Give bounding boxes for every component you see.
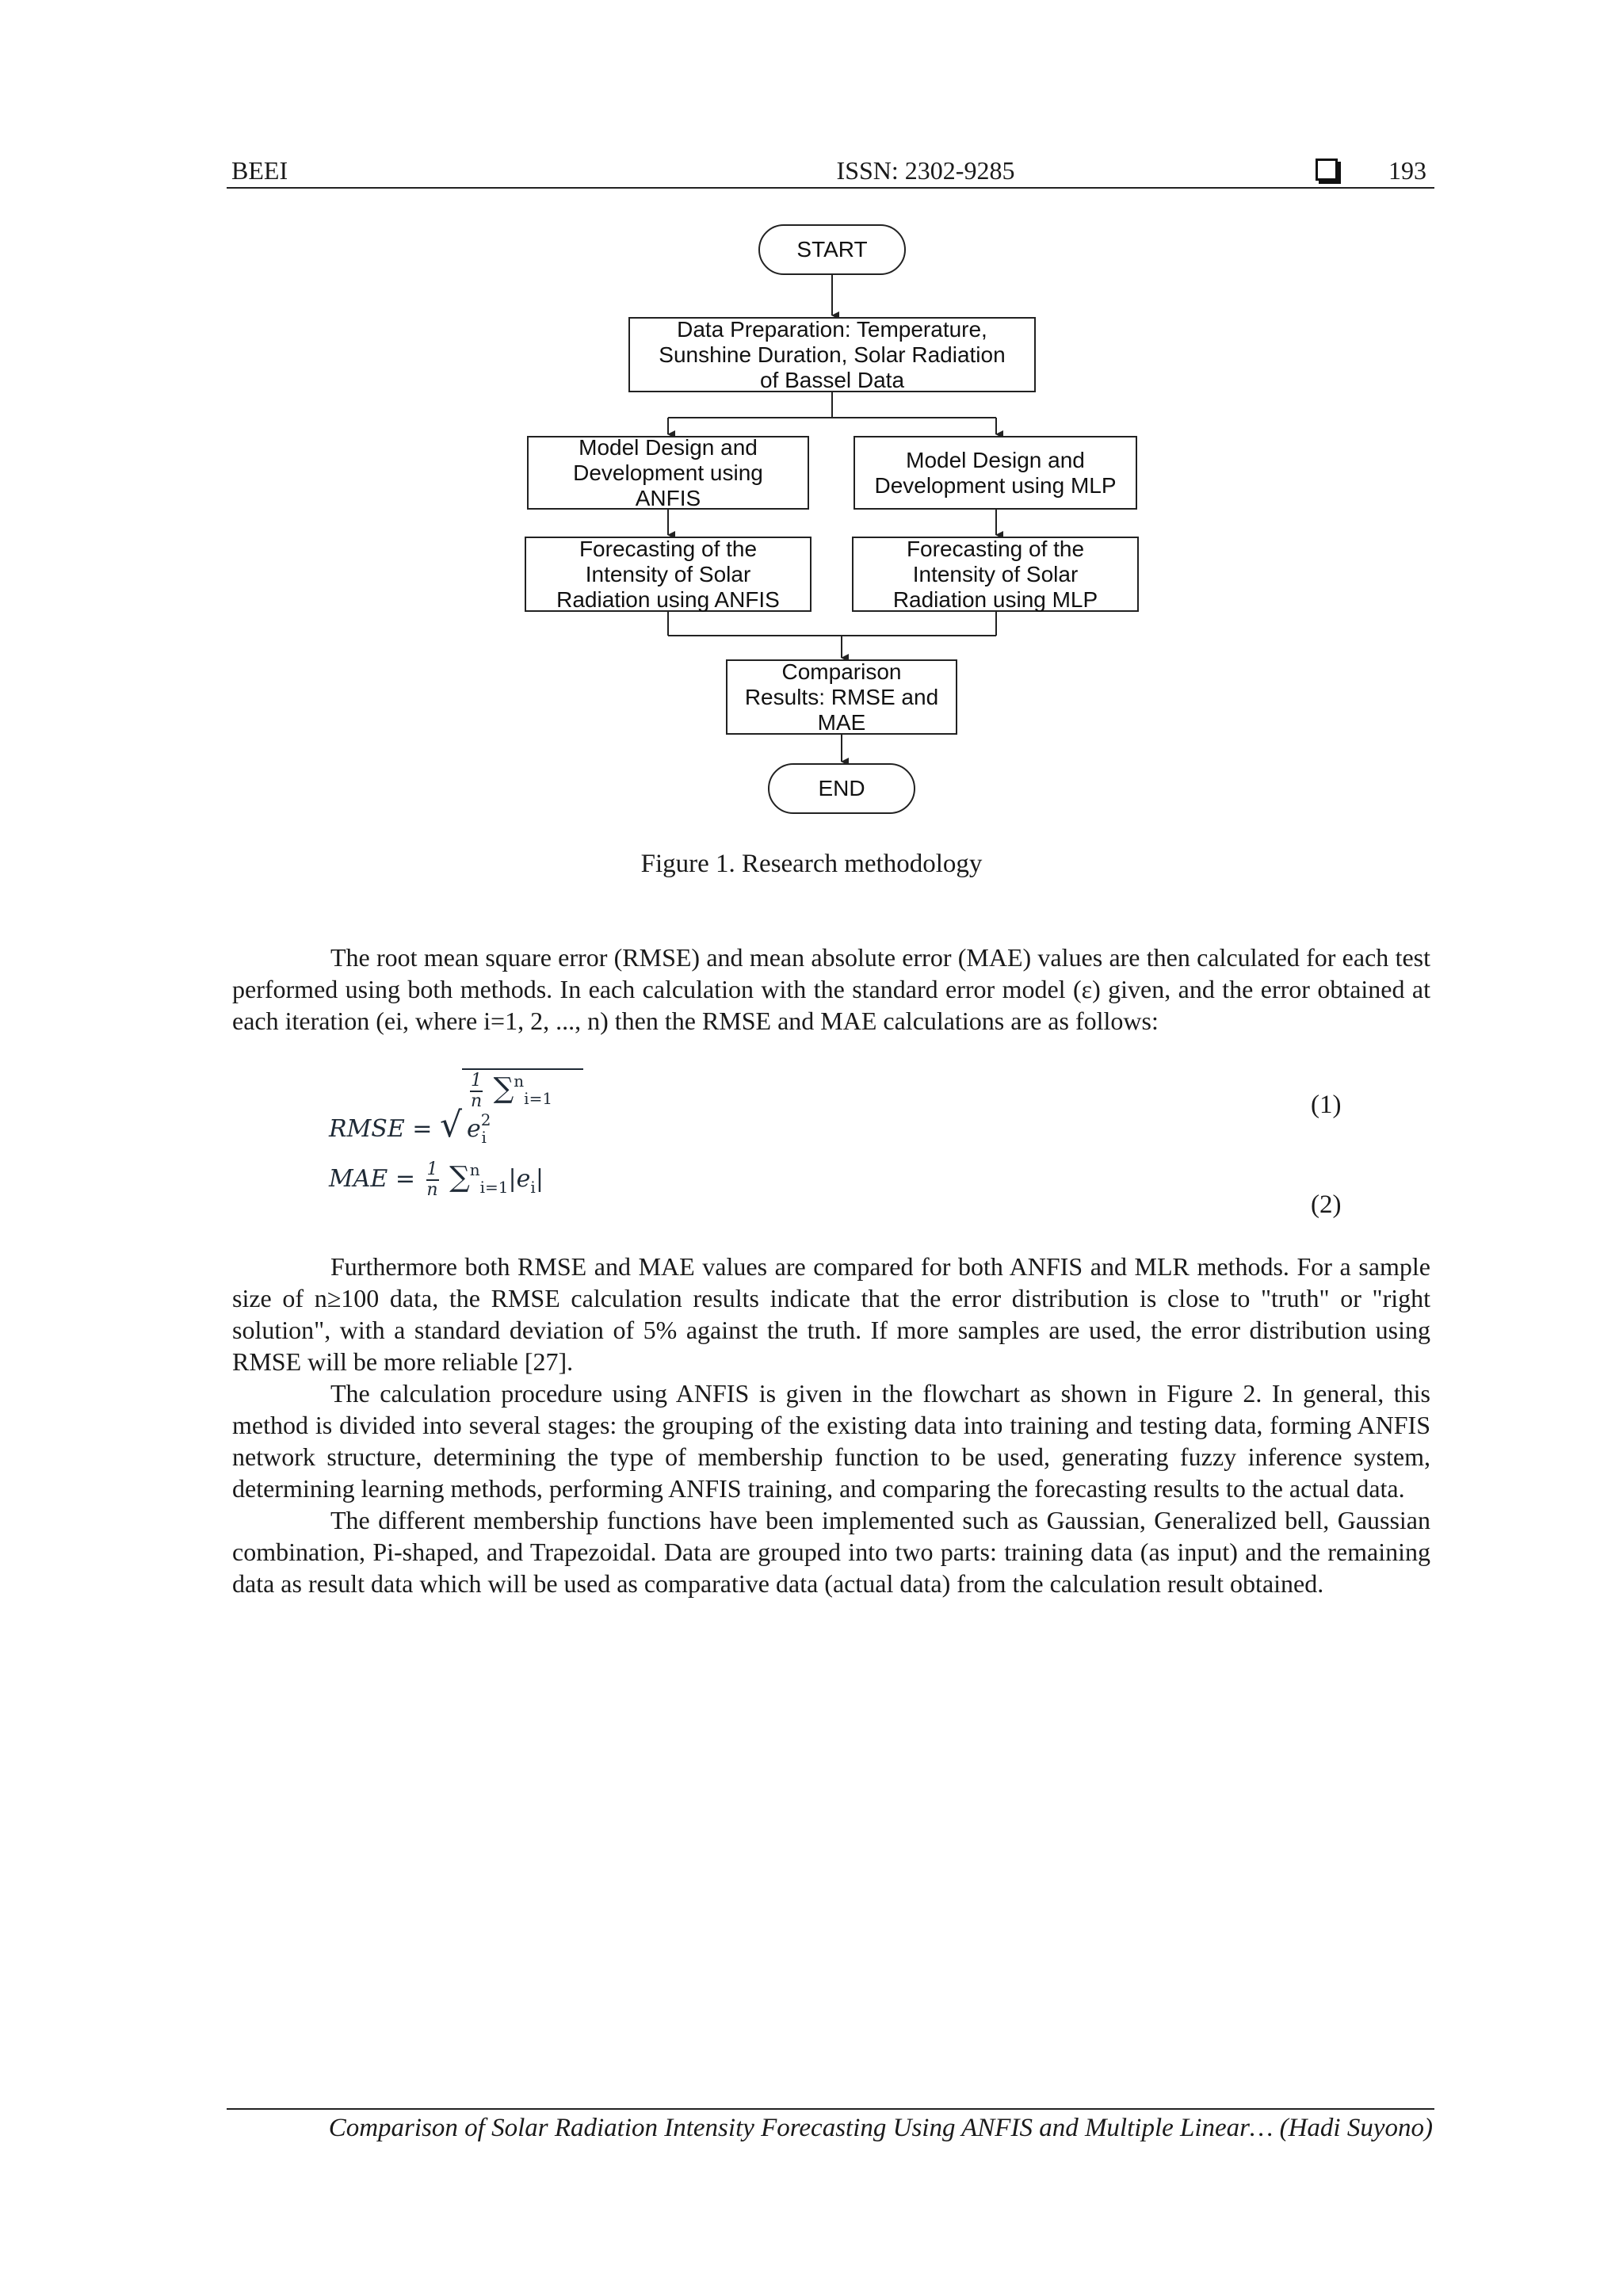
eq2-sum-upper: n [469, 1160, 480, 1179]
flowchart [0, 0, 1623, 840]
paragraph-2: Furthermore both RMSE and MAE values are compared for both ANFIS and MLR methods. For a sample size of n≥100 data, the RMSE calculation results indicate that the error distribution is close to "truth" or "right solution", with a standard deviation of 5% against the truth. If more samples are used, the error distribution using RMSE will be more reliable [27]. [232, 1252, 1430, 1376]
end-node: END [768, 763, 915, 814]
mlp-design-box: Model Design and Development using MLP [854, 436, 1137, 510]
data-preparation-box: Data Preparation: Temperature, Sunshine Duration, Solar Radiation of Bassel Data [628, 317, 1036, 392]
running-footer: Comparison of Solar Radiation Intensity Forecasting Using ANFIS and Multiple Linear… (Hadi Suyono) [328, 2114, 1433, 2142]
eq2-e: e [516, 1165, 531, 1193]
equation-2-number: (2) [1311, 1190, 1342, 1219]
eq2-e-index: i [530, 1178, 536, 1197]
paragraph-3: The calculation procedure using ANFIS is given in the flowchart as shown in Figure 2. In general, this method is divided into several stages: the grouping of the existing data into training and testing data, forming ANFIS network structure, determining the type of membership function to be used, generating fuzzy inference system, determining learning methods, performing ANFIS training, and comparing the forecasting results to the actual data. [232, 1379, 1430, 1503]
page-number: 193 [1388, 156, 1426, 185]
eq2-abs-open: | [508, 1165, 517, 1193]
equation-mae [329, 1160, 544, 1199]
anfis-design-box: Model Design and Development using ANFIS [527, 436, 809, 510]
eq1-sigma: ∑ [493, 1072, 514, 1105]
eq1-fraction: $\frac{1}{n}$ [470, 1071, 483, 1111]
eq2-fraction: $\frac{1}{n}$ [426, 1159, 438, 1200]
eq1-lhs: RMSE = [329, 1115, 433, 1143]
eq1-sum-lower: i=1 [524, 1089, 553, 1108]
eq2-sum-lower: i=1 [479, 1178, 509, 1197]
anfis-forecast-box: Forecasting of the Intensity of Solar Radiation using ANFIS [525, 537, 812, 612]
paragraph-1-text: The root mean square error (RMSE) and mean absolute error (MAE) values are then calculated for each test performed using both methods. In each calculation with the standard error model (ε) given, and the error obtained at each iteration (ei, where i=1, 2, ..., n) then the RMSE and MAE calculations are as follows: [232, 943, 1430, 1035]
body-text [232, 1251, 1430, 1599]
footer-rule [227, 2108, 1434, 2110]
eq1-e: e [467, 1115, 481, 1143]
start-node: START [758, 224, 906, 275]
issn: ISSN: 2302-9285 [836, 156, 1015, 185]
sqrt-symbol-icon: √ [439, 1105, 463, 1145]
mlp-forecast-box: Forecasting of the Intensity of Solar Radiation using MLP [852, 537, 1139, 612]
figure-caption: Figure 1. Research methodology [640, 850, 983, 878]
eq2-sigma: ∑ [449, 1161, 470, 1194]
eq1-e-index: i [481, 1128, 487, 1147]
sqrt-body [462, 1068, 582, 1147]
equation-rmse [329, 1068, 583, 1147]
comparison-box: Comparison Results: RMSE and MAE [726, 659, 957, 735]
paragraph-1 [232, 942, 1430, 1037]
journal-name: BEEI [231, 156, 288, 185]
paragraph-4: The different membership functions have been implemented such as Gaussian, Generalized bell, Gaussian combination, Pi-shaped, and Trapezoidal. Data are grouped into two parts: training data (as input) and the remaining data as result data which will be used as comparative data (actual data) from the calculation result obtained. [232, 1506, 1430, 1598]
eq1-sum-upper: n [514, 1072, 525, 1091]
equation-1-number: (1) [1311, 1091, 1342, 1119]
eq2-lhs: MAE = [329, 1165, 415, 1193]
eq2-abs-close: | [535, 1165, 544, 1193]
eq1-square: 2 [480, 1110, 491, 1129]
